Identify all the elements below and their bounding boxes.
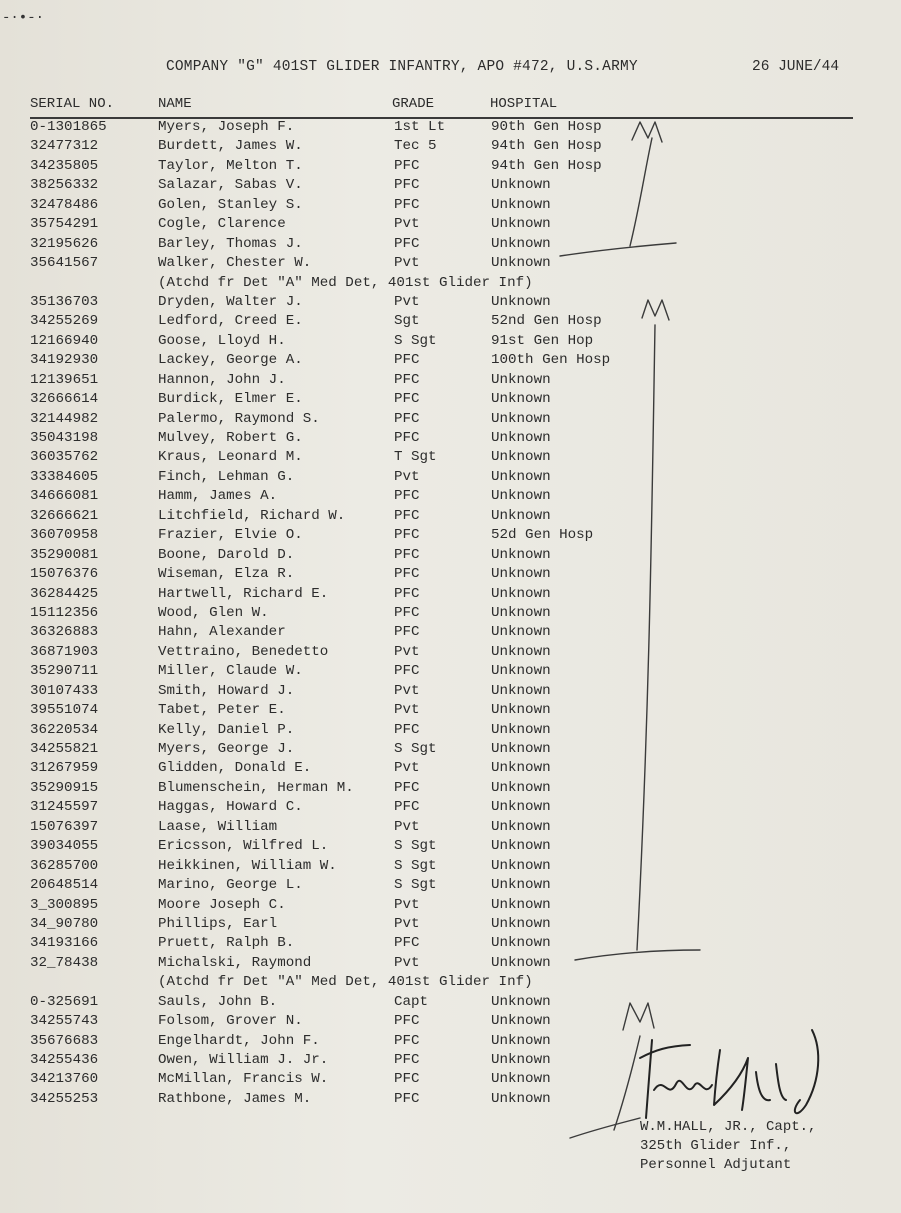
grade: S Sgt [394, 332, 437, 349]
roster-row [0, 954, 901, 973]
grade: PFC [394, 566, 420, 583]
grade: Pvt [394, 293, 420, 310]
grade: Pvt [394, 643, 420, 660]
serial-number: 36220534 [30, 721, 99, 738]
hospital: Unknown [491, 604, 551, 621]
grade: S Sgt [394, 838, 437, 855]
soldier-name: Ericsson, Wilfred L. [158, 838, 329, 855]
hospital: Unknown [491, 391, 551, 408]
roster-row [0, 351, 901, 370]
roster-row [0, 468, 901, 487]
hospital: Unknown [491, 1052, 551, 1068]
serial-number: 12139651 [30, 371, 99, 388]
grade: PFC [394, 721, 420, 738]
roster-row [0, 585, 901, 604]
roster-row [0, 332, 901, 351]
grade: Pvt [394, 760, 420, 777]
soldier-name: Wood, Glen W. [158, 604, 269, 621]
roster-row [0, 721, 901, 740]
hospital: Unknown [491, 255, 551, 272]
serial-number: 36326883 [30, 624, 99, 641]
serial-number: 31245597 [30, 799, 99, 816]
soldier-name: Miller, Claude W. [158, 663, 303, 680]
soldier-name: Boone, Darold D. [158, 546, 295, 563]
soldier-name: Salazar, Sabas V. [158, 177, 303, 194]
roster-row [0, 993, 901, 1012]
roster-row [0, 701, 901, 720]
note-text: (Atchd fr Det "A" Med Det, 401st Glider Inf) [158, 974, 533, 991]
signature-name: W.M.HALL, JR., Capt., [640, 1119, 817, 1135]
header-name: NAME [158, 96, 192, 112]
roster-row [0, 759, 901, 778]
hospital: Unknown [491, 915, 551, 932]
serial-number: 35290081 [30, 546, 99, 563]
hospital: Unknown [491, 721, 551, 738]
serial-number: 34_90780 [30, 915, 99, 932]
hospital: Unknown [491, 954, 551, 971]
roster-row [0, 410, 901, 429]
grade: S Sgt [394, 741, 437, 757]
serial-number: 15076376 [30, 566, 99, 583]
hospital: 91st Gen Hop [491, 332, 594, 349]
hospital: 52nd Gen Hosp [491, 313, 602, 330]
grade: PFC [394, 410, 420, 427]
hospital: 52d Gen Hosp [491, 527, 594, 544]
soldier-name: Glidden, Donald E. [158, 760, 312, 777]
soldier-name: Cogle, Clarence [158, 216, 286, 233]
roster-row [0, 934, 901, 953]
serial-number: 32666621 [30, 507, 99, 524]
header-serial: SERIAL NO. [30, 96, 115, 112]
soldier-name: Pruett, Ralph B. [158, 935, 295, 952]
grade: PFC [394, 1090, 420, 1107]
hospital: Unknown [491, 585, 551, 602]
signature-title: Personnel Adjutant [640, 1157, 792, 1173]
hospital: Unknown [491, 468, 551, 485]
hospital: Unknown [491, 216, 551, 233]
roster-row [0, 526, 901, 545]
roster-row [0, 448, 901, 467]
grade: PFC [394, 1071, 420, 1088]
soldier-name: Michalski, Raymond [158, 954, 312, 971]
soldier-name: Hahn, Alexander [158, 624, 286, 641]
grade: PFC [394, 488, 420, 505]
roster-row [0, 604, 901, 623]
hospital: Unknown [491, 1032, 551, 1049]
hospital: Unknown [491, 838, 551, 855]
grade: Capt [394, 993, 429, 1010]
roster-row [0, 235, 901, 254]
roster-row [0, 390, 901, 409]
soldier-name: Hannon, John J. [158, 371, 286, 388]
hospital: Unknown [491, 1090, 551, 1107]
roster-row [0, 818, 901, 837]
grade: PFC [394, 1032, 420, 1049]
header-hospital: HOSPITAL [490, 96, 558, 112]
roster-row [0, 623, 901, 642]
attachment-note [0, 274, 901, 293]
roster-row [0, 1032, 901, 1051]
grade: PFC [394, 604, 420, 621]
roster-row [0, 857, 901, 876]
column-headers [0, 96, 901, 116]
hospital: Unknown [491, 293, 551, 310]
hospital: Unknown [491, 449, 551, 466]
grade: PFC [394, 527, 420, 544]
soldier-name: Blumenschein, Herman M. [158, 779, 354, 796]
bracket-tick-3 [570, 1118, 640, 1138]
soldier-name: Rathbone, James M. [158, 1090, 312, 1107]
roster-row [0, 1070, 901, 1089]
serial-number: 31267959 [30, 760, 99, 777]
roster-row [0, 487, 901, 506]
serial-number: 35754291 [30, 216, 99, 233]
soldier-name: Vettraino, Benedetto [158, 643, 329, 660]
roster-row [0, 643, 901, 662]
grade: PFC [394, 371, 420, 388]
grade: Pvt [394, 702, 420, 719]
hospital: 90th Gen Hosp [491, 119, 602, 135]
grade: PFC [394, 196, 420, 213]
serial-number: 33384605 [30, 468, 99, 485]
hospital: Unknown [491, 624, 551, 641]
soldier-name: Golen, Stanley S. [158, 196, 303, 213]
grade: PFC [394, 235, 420, 252]
serial-number: 34193166 [30, 935, 99, 952]
grade: PFC [394, 546, 420, 563]
roster-row [0, 371, 901, 390]
serial-number: 36070958 [30, 527, 99, 544]
grade: PFC [394, 663, 420, 680]
soldier-name: Dryden, Walter J. [158, 293, 303, 310]
hospital: Unknown [491, 935, 551, 952]
serial-number: 34255253 [30, 1090, 99, 1107]
serial-number: 32666614 [30, 391, 99, 408]
serial-number: 34192930 [30, 352, 99, 369]
roster-row [0, 682, 901, 701]
hospital: Unknown [491, 1013, 551, 1030]
roster-row [0, 118, 901, 137]
hospital: 94th Gen Hosp [491, 157, 602, 174]
soldier-name: Smith, Howard J. [158, 682, 295, 699]
roster-list [0, 118, 901, 1109]
grade: PFC [394, 585, 420, 602]
hospital: Unknown [491, 799, 551, 816]
hospital: Unknown [491, 702, 551, 719]
serial-number: 34255821 [30, 741, 99, 757]
grade: T Sgt [394, 449, 437, 466]
roster-row [0, 507, 901, 526]
soldier-name: Owen, William J. Jr. [158, 1052, 329, 1068]
soldier-name: Taylor, Melton T. [158, 157, 303, 174]
grade: PFC [394, 157, 420, 174]
grade: PFC [394, 799, 420, 816]
roster-row [0, 662, 901, 681]
hospital: 94th Gen Hosp [491, 138, 602, 155]
hospital: Unknown [491, 371, 551, 388]
grade: Tec 5 [394, 138, 437, 155]
grade: Pvt [394, 915, 420, 932]
serial-number: 30107433 [30, 682, 99, 699]
soldier-name: Hartwell, Richard E. [158, 585, 329, 602]
signature-block [640, 1118, 816, 1175]
roster-row [0, 896, 901, 915]
grade: PFC [394, 1013, 420, 1030]
serial-number: 36035762 [30, 449, 99, 466]
soldier-name: Kelly, Daniel P. [158, 721, 295, 738]
soldier-name: Ledford, Creed E. [158, 313, 303, 330]
soldier-name: Burdick, Elmer E. [158, 391, 303, 408]
hospital: Unknown [491, 760, 551, 777]
roster-row [0, 429, 901, 448]
hospital: Unknown [491, 507, 551, 524]
attachment-note [0, 973, 901, 992]
grade: PFC [394, 1052, 420, 1068]
roster-row [0, 254, 901, 273]
soldier-name: Engelhardt, John F. [158, 1032, 320, 1049]
soldier-name: Myers, George J. [158, 741, 295, 757]
hospital: Unknown [491, 196, 551, 213]
serial-number: 32144982 [30, 410, 99, 427]
serial-number: 35676683 [30, 1032, 99, 1049]
roster-row [0, 565, 901, 584]
hospital: Unknown [491, 488, 551, 505]
grade: PFC [394, 177, 420, 194]
hospital: Unknown [491, 877, 551, 894]
soldier-name: Marino, George L. [158, 877, 303, 894]
soldier-name: Tabet, Peter E. [158, 702, 286, 719]
grade: 1st Lt [394, 119, 446, 135]
hospital: Unknown [491, 857, 551, 874]
serial-number: 34666081 [30, 488, 99, 505]
serial-number: 34235805 [30, 157, 99, 174]
grade: PFC [394, 935, 420, 952]
roster-row [0, 1012, 901, 1031]
soldier-name: McMillan, Francis W. [158, 1071, 329, 1088]
hospital: Unknown [491, 177, 551, 194]
note-text: (Atchd fr Det "A" Med Det, 401st Glider Inf) [158, 274, 533, 291]
serial-number: 36284425 [30, 585, 99, 602]
grade: PFC [394, 779, 420, 796]
serial-number: 36871903 [30, 643, 99, 660]
serial-number: 12166940 [30, 332, 99, 349]
serial-number: 32195626 [30, 235, 99, 252]
soldier-name: Barley, Thomas J. [158, 235, 303, 252]
roster-row [0, 740, 901, 759]
roster-row [0, 798, 901, 817]
header-grade: GRADE [392, 96, 435, 112]
roster-row [0, 215, 901, 234]
soldier-name: Moore Joseph C. [158, 896, 286, 913]
hospital: Unknown [491, 779, 551, 796]
serial-number: 32478486 [30, 196, 99, 213]
serial-number: 35290915 [30, 779, 99, 796]
grade: PFC [394, 507, 420, 524]
roster-row [0, 157, 901, 176]
hospital: Unknown [491, 896, 551, 913]
grade: Pvt [394, 896, 420, 913]
grade: Pvt [394, 255, 420, 272]
serial-number: 32_78438 [30, 954, 99, 971]
roster-row [0, 293, 901, 312]
document-date: 26 JUNE/44 [752, 59, 840, 75]
soldier-name: Sauls, John B. [158, 993, 278, 1010]
soldier-name: Kraus, Leonard M. [158, 449, 303, 466]
serial-number: 32477312 [30, 138, 99, 155]
roster-row [0, 915, 901, 934]
hospital: Unknown [491, 682, 551, 699]
serial-number: 15112356 [30, 604, 99, 621]
grade: Pvt [394, 954, 420, 971]
grade: Sgt [394, 313, 420, 330]
grade: Pvt [394, 468, 420, 485]
roster-row [0, 137, 901, 156]
hospital: Unknown [491, 741, 551, 757]
hospital: Unknown [491, 818, 551, 835]
grade: PFC [394, 624, 420, 641]
roster-row [0, 1090, 901, 1109]
hospital: Unknown [491, 643, 551, 660]
soldier-name: Litchfield, Richard W. [158, 507, 346, 524]
roster-row [0, 837, 901, 856]
soldier-name: Folsom, Grover N. [158, 1013, 303, 1030]
roster-row [0, 546, 901, 565]
soldier-name: Walker, Chester W. [158, 255, 312, 272]
soldier-name: Wiseman, Elza R. [158, 566, 295, 583]
hospital: 100th Gen Hosp [491, 352, 611, 369]
serial-number: 35043198 [30, 430, 99, 446]
soldier-name: Mulvey, Robert G. [158, 430, 303, 446]
hospital: Unknown [491, 410, 551, 427]
soldier-name: Hamm, James A. [158, 488, 278, 505]
soldier-name: Palermo, Raymond S. [158, 410, 320, 427]
grade: S Sgt [394, 857, 437, 874]
serial-number: 34255269 [30, 313, 99, 330]
soldier-name: Finch, Lehman G. [158, 468, 295, 485]
serial-number: 15076397 [30, 818, 99, 835]
grade: PFC [394, 430, 420, 446]
hospital: Unknown [491, 546, 551, 563]
grade: PFC [394, 352, 420, 369]
grade: PFC [394, 391, 420, 408]
serial-number: 36285700 [30, 857, 99, 874]
hospital: Unknown [491, 430, 551, 446]
signature-unit: 325th Glider Inf., [640, 1138, 792, 1154]
serial-number: 34255436 [30, 1052, 99, 1068]
soldier-name: Burdett, James W. [158, 138, 303, 155]
grade: Pvt [394, 682, 420, 699]
soldier-name: Phillips, Earl [158, 915, 278, 932]
soldier-name: Haggas, Howard C. [158, 799, 303, 816]
hospital: Unknown [491, 993, 551, 1010]
grade: Pvt [394, 818, 420, 835]
hospital: Unknown [491, 663, 551, 680]
serial-number: 35641567 [30, 255, 99, 272]
serial-number: 0-325691 [30, 993, 99, 1010]
hospital: Unknown [491, 235, 551, 252]
grade: S Sgt [394, 877, 437, 894]
roster-row [0, 312, 901, 331]
hospital: Unknown [491, 1071, 551, 1088]
roster-row [0, 876, 901, 895]
serial-number: 39034055 [30, 838, 99, 855]
soldier-name: Goose, Lloyd H. [158, 332, 286, 349]
serial-number: 34255743 [30, 1013, 99, 1030]
serial-number: 20648514 [30, 877, 99, 894]
serial-number: 39551074 [30, 702, 99, 719]
soldier-name: Frazier, Elvie O. [158, 527, 303, 544]
serial-number: 35290711 [30, 663, 99, 680]
soldier-name: Myers, Joseph F. [158, 119, 295, 135]
roster-row [0, 779, 901, 798]
hospital: Unknown [491, 566, 551, 583]
roster-row [0, 196, 901, 215]
roster-row [0, 1051, 901, 1070]
serial-number: 0-1301865 [30, 119, 107, 135]
grade: Pvt [394, 216, 420, 233]
document-title: COMPANY "G" 401ST GLIDER INFANTRY, APO #472, U.S.ARMY [166, 59, 638, 75]
serial-number: 34213760 [30, 1071, 99, 1088]
soldier-name: Laase, William [158, 818, 278, 835]
serial-number: 3_300895 [30, 896, 99, 913]
soldier-name: Heikkinen, William W. [158, 857, 337, 874]
serial-number: 35136703 [30, 293, 99, 310]
serial-number: 38256332 [30, 177, 99, 194]
ink-smudge: -·•-· [2, 10, 45, 26]
soldier-name: Lackey, George A. [158, 352, 303, 369]
roster-row [0, 176, 901, 195]
